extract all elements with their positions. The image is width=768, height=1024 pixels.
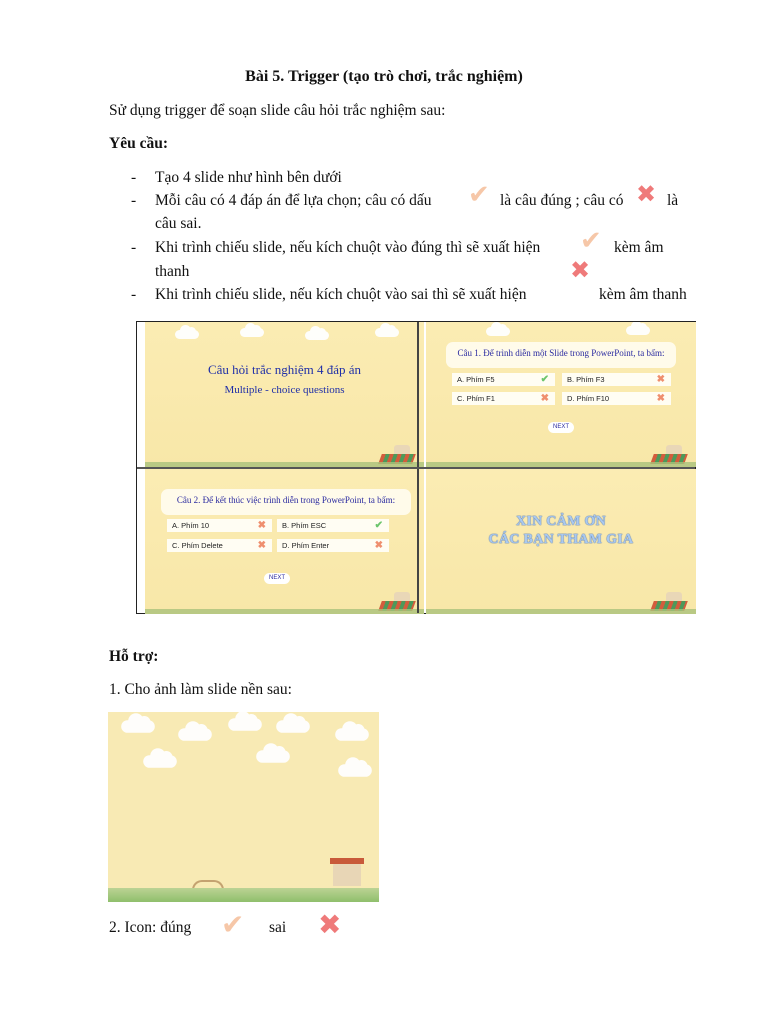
cross-icon: ✖ xyxy=(257,520,266,531)
question-text: Câu 1. Để trình diễn một Slide trong PowerPoint, ta bấm: xyxy=(446,342,676,368)
cross-icon: ✖ xyxy=(570,258,591,284)
slide-thanks xyxy=(426,469,696,614)
check-icon: ✔ xyxy=(221,910,245,941)
cross-icon: ✖ xyxy=(656,374,665,385)
slide-title xyxy=(145,322,424,467)
requirements-heading: Yêu cầu: xyxy=(109,135,168,152)
cross-icon: ✖ xyxy=(257,540,266,551)
answer-option[interactable]: C. Phím F1 ✖ xyxy=(452,392,555,405)
background-image xyxy=(108,712,379,902)
intro-text: Sử dụng trigger để soạn slide câu hỏi trắc nghiệm sau: xyxy=(109,102,446,119)
answer-option[interactable]: A. Phím 10 ✖ xyxy=(167,519,272,532)
requirement-3-a: Khi trình chiếu slide, nếu kích chuột vào đúng thì sẽ xuất hiện xyxy=(155,239,541,256)
check-icon: ✔ xyxy=(580,226,602,255)
requirement-2-c: là xyxy=(667,192,679,209)
answer-option[interactable]: C. Phím Delete ✖ xyxy=(167,539,272,552)
slide-question-2 xyxy=(145,469,424,614)
support-heading: Hỗ trợ: xyxy=(109,648,159,665)
cross-icon: ✖ xyxy=(656,393,665,404)
requirement-4-a: Khi trình chiếu slide, nếu kích chuột vào sai thì sẽ xuất hiện xyxy=(155,286,527,303)
slide-title-subtitle: Multiple - choice questions xyxy=(224,384,345,396)
bullet-dash: - xyxy=(131,192,137,209)
support-2-a: 2. Icon: đúng xyxy=(109,919,192,936)
cross-icon: ✖ xyxy=(318,910,342,941)
requirement-3-b: kèm âm xyxy=(614,239,664,256)
requirement-3-c: thanh xyxy=(155,263,190,280)
check-icon: ✔ xyxy=(374,520,383,531)
requirement-1: Tạo 4 slide như hình bên dưới xyxy=(155,169,342,186)
answer-option[interactable]: D. Phím F10 ✖ xyxy=(562,392,671,405)
check-icon: ✔ xyxy=(468,180,490,209)
answer-option[interactable]: D. Phím Enter ✖ xyxy=(277,539,389,552)
check-icon: ✔ xyxy=(540,374,549,385)
requirement-4-b: kèm âm thanh xyxy=(599,286,687,303)
thanks-line-2: CÁC BẠN THAM GIA xyxy=(488,532,634,547)
bullet-dash: - xyxy=(131,239,137,256)
requirement-2-a: Mỗi câu có 4 đáp án để lựa chọn; câu có dấu xyxy=(155,192,432,209)
requirement-2-b: là câu đúng ; câu có xyxy=(500,192,624,209)
slide-title-heading: Câu hỏi trắc nghiệm 4 đáp án xyxy=(207,362,362,377)
support-2-b: sai xyxy=(269,919,287,936)
support-1: 1. Cho ảnh làm slide nền sau: xyxy=(109,681,292,698)
bullet-dash: - xyxy=(131,169,137,186)
slide-question-1 xyxy=(426,322,696,467)
next-button[interactable]: NEXT xyxy=(264,573,290,584)
answer-option[interactable]: B. Phím ESC ✔ xyxy=(277,519,389,532)
cross-icon: ✖ xyxy=(540,393,549,404)
slides-grid xyxy=(136,321,696,614)
cross-icon: ✖ xyxy=(374,540,383,551)
next-button[interactable]: NEXT xyxy=(548,422,574,433)
answer-option[interactable]: A. Phím F5 ✔ xyxy=(452,373,555,386)
page-title: Bài 5. Trigger (tạo trò chơi, trắc nghiệm) xyxy=(245,68,523,85)
answer-option[interactable]: B. Phím F3 ✖ xyxy=(562,373,671,386)
requirement-2-d: câu sai. xyxy=(155,215,202,232)
question-text: Câu 2. Để kết thúc việc trình diễn trong PowerPoint, ta bấm: xyxy=(161,489,411,515)
cross-icon: ✖ xyxy=(636,182,657,208)
thanks-line-1: XIN CẢM ƠN xyxy=(515,514,607,529)
bullet-dash: - xyxy=(131,286,137,303)
